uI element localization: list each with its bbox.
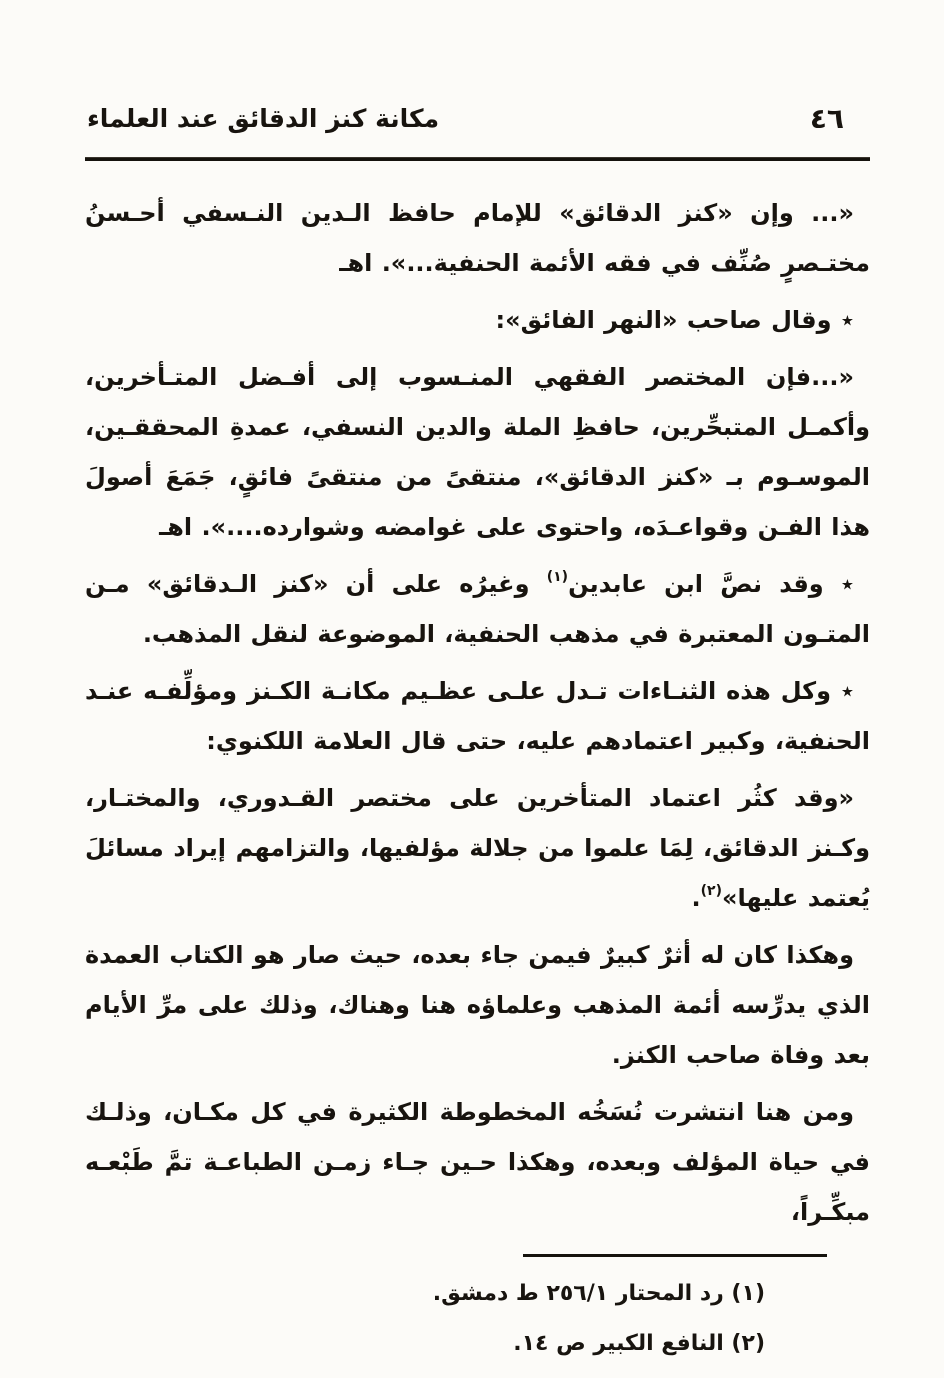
running-header	[85, 104, 870, 146]
paragraph	[85, 188, 870, 288]
running-title: مكانة كنز الدقائق عند العلماء	[87, 104, 440, 133]
paragraph-text: .	[691, 884, 701, 912]
paragraph	[85, 1087, 870, 1237]
footnotes-section	[85, 1254, 870, 1369]
footnote-separator	[523, 1254, 827, 1257]
footnote: (٢) النافع الكبير ص ١٤.	[513, 1331, 765, 1356]
page-number: ٤٦	[809, 102, 844, 135]
paragraph-text: وغيرُه على أن «كنز الـدقائق» مـن المتـون المعتبرة في مذهب الحنفية، الموضوعة لنقل المذهب.	[85, 570, 870, 648]
paragraph	[85, 773, 870, 923]
paragraph	[85, 295, 870, 345]
paragraph-text: وهكذا كان له أثرٌ كبيرٌ فيمن جاء بعده، حيث صار هو الكتاب العمدة الذي يدرِّسه أئمة المذهب وعلماؤه هنا وهناك، وذلك على مرِّ الأيام بعد وفاة صاحب الكنز.	[85, 941, 870, 1069]
paragraph	[85, 559, 870, 659]
paragraph-text: ٭ وقال صاحب «النهر الفائق»:	[495, 306, 854, 334]
paragraph-text: ٭ وكل هذه الثنـاءات تـدل علـى عظـيم مكانـة الكـنز ومؤلِّفـه عنـد الحنفية، وكبير اعتمادهم عليه، حتى قال العلامة اللكنوي:	[85, 677, 870, 755]
paragraph-text: «...فإن المختصر الفقهي المنـسوب إلى أفـضل المتـأخرين، وأكمـل المتبحِّرين، حافظِ الملة والدين النسفي، عمدةِ المحققـين، الموسـوم بـ «كنز الدقائق»، منتقىً من منتقىً فائقٍ، جَمَعَ أصولَ هذا الفـن وقواعـدَه، واحتوى على غوامضه وشوارده....». اهـ	[85, 363, 870, 541]
footnote-marker: (٢)	[700, 883, 722, 899]
paragraph	[85, 666, 870, 766]
paragraph-text: «وقد كثُر اعتماد المتأخرين على مختصر القـدوري، والمختـار، وكـنز الدقائق، لِمَا علموا من جلالة مؤلفيها، والتزامهم إيراد مسائلَ يُعتمد عليها»	[85, 784, 870, 912]
paragraph-text: ٭ وقد نصَّ ابن عابدين	[568, 570, 854, 598]
paragraph	[85, 930, 870, 1080]
paragraph-text: «... وإن «كنز الدقائق» للإمام حافظ الـدين النـسفي أحـسنُ مختـصرٍ صُنِّف في فقه الأئمة الحنفية...». اهـ	[85, 199, 870, 277]
header-rule	[85, 157, 870, 161]
paragraph	[85, 352, 870, 552]
paragraph-text: ومن هنا انتشرت نُسَخُه المخطوطة الكثيرة في كل مكـان، وذلـك في حياة المؤلف وبعده، وهكذا حـين جـاء زمـن الطباعـة تمَّ طَبْعـه مبكِّـراً،	[85, 1098, 870, 1226]
footnote: (١) رد المحتار ٢٥٦/١ ط دمشق.	[432, 1281, 765, 1306]
footnote-marker: (١)	[546, 569, 569, 585]
page-body	[85, 188, 870, 1237]
